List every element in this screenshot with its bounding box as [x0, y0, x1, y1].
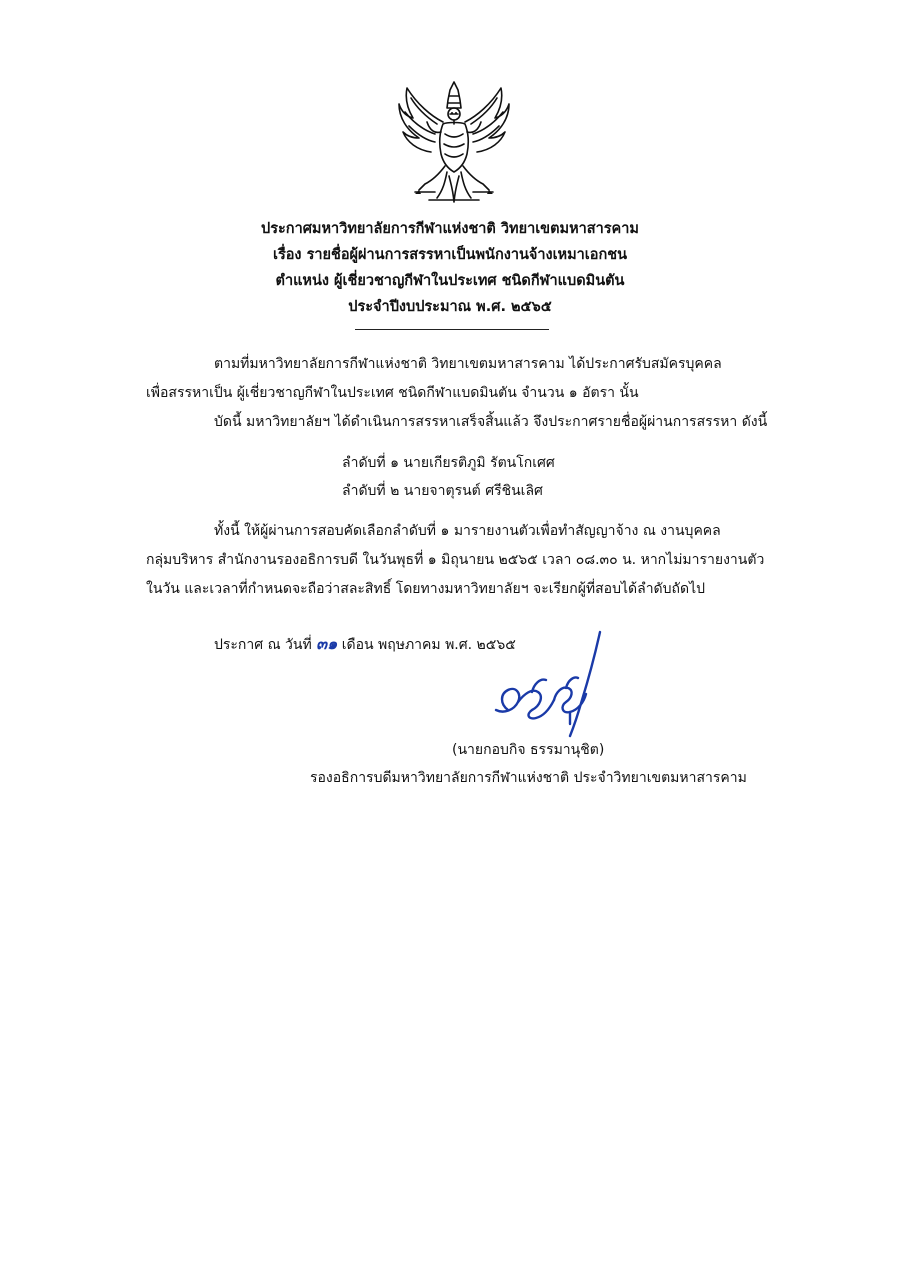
paragraph-3-line-3: ในวัน และเวลาที่กำหนดจะถือว่าสละสิทธิ์ โดยทางมหาวิทยาลัยฯ จะเรียกผู้ที่สอบได้ลำดับถัดไป [146, 581, 706, 597]
heading-subject: เรื่อง รายชื่อผู้ผ่านการสรรหาเป็นพนักงานจ้างเหมาเอกชน [272, 247, 628, 263]
heading-position: ตำแหน่ง ผู้เชี่ยวชาญกีฬาในประเทศ ชนิดกีฬาแบดมินตัน [275, 273, 625, 289]
rank-2-entry: ลำดับที่ ๒ นายจาตุรนต์ ศรีชินเลิศ [342, 483, 543, 499]
heading-underline [355, 329, 549, 330]
handwritten-signature [470, 630, 620, 740]
paragraph-1-line-2: เพื่อสรรหาเป็น ผู้เชี่ยวชาญกีฬาในประเทศ ชนิดกีฬาแบดมินตัน จำนวน ๑ อัตรา นั้น [146, 385, 639, 401]
signer-name: (นายกอบกิจ ธรรมานุชิต) [452, 742, 605, 758]
announce-date-day: ๓๑ [316, 634, 338, 653]
heading-title: ประกาศมหาวิทยาลัยการกีฬาแห่งชาติ วิทยาเขตมหาสารคาม [261, 221, 639, 237]
announce-date-prefix: ประกาศ ณ วันที่ [214, 637, 312, 653]
announcement-heading [0, 216, 900, 320]
rank-1-entry: ลำดับที่ ๑ นายเกียรติภูมิ รัตนโกเศศ [342, 455, 555, 471]
signer-position: รองอธิการบดีมหาวิทยาลัยการกีฬาแห่งชาติ ประจำวิทยาเขตมหาสารคาม [310, 770, 747, 786]
heading-fiscal-year: ประจำปีงบประมาณ พ.ศ. ๒๕๖๕ [348, 299, 552, 315]
paragraph-3-line-2: กลุ่มบริหาร สำนักงานรองอธิการบดี ในวันพุธที่ ๑ มิถุนายน ๒๕๖๕ เวลา ๐๘.๓๐ น. หากไม่มารายงานตัว [146, 552, 765, 568]
announce-date-suffix: เดือน พฤษภาคม พ.ศ. ๒๕๖๕ [341, 637, 516, 653]
paragraph-2: บัดนี้ มหาวิทยาลัยฯ ได้ดำเนินการสรรหาเสร็จสิ้นแล้ว จึงประกาศรายชื่อผู้ผ่านการสรรหา ดังนี้ [214, 414, 768, 430]
garuda-emblem-icon [395, 78, 513, 206]
paragraph-1-line-1: ตามที่มหาวิทยาลัยการกีฬาแห่งชาติ วิทยาเขตมหาสารคาม ได้ประกาศรับสมัครบุคคล [214, 356, 722, 372]
paragraph-3-line-1: ทั้งนี้ ให้ผู้ผ่านการสอบคัดเลือกลำดับที่ ๑ มารายงานตัวเพื่อทำสัญญาจ้าง ณ งานบุคคล [214, 523, 721, 539]
